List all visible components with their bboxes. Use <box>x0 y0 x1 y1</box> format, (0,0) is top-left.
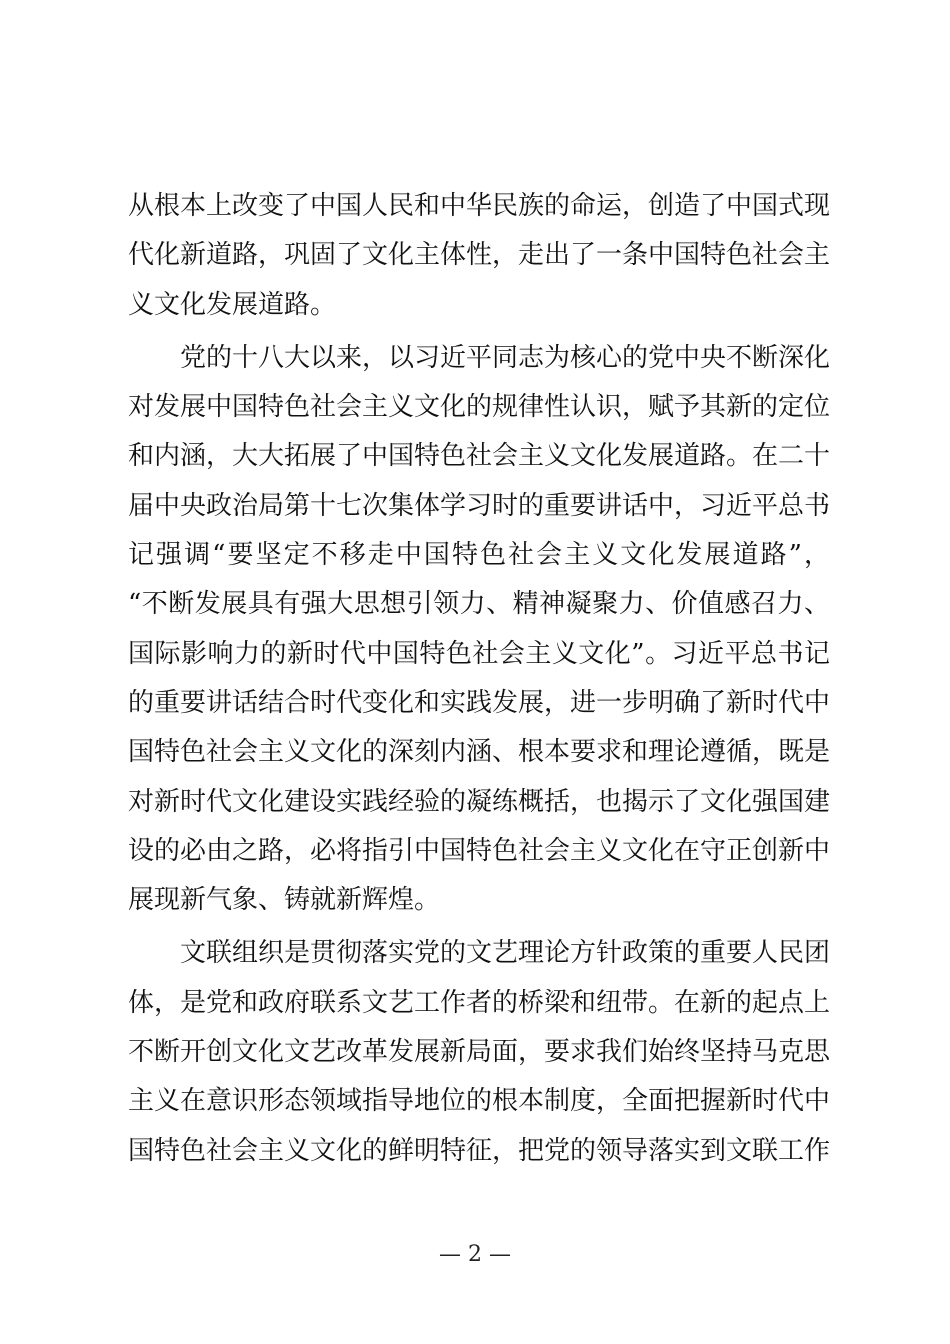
text-line: 和内涵，大大拓展了中国特色社会主义文化发展道路。在二十 <box>128 441 830 472</box>
text-line: 代化新道路，巩固了文化主体性，走出了一条中国特色社会主 <box>128 240 830 271</box>
text-line: 主义在意识形态领域指导地位的根本制度，全面把握新时代中 <box>128 1086 830 1117</box>
text-line: 国特色社会主义文化的深刻内涵、根本要求和理论遵循，既是 <box>128 737 830 768</box>
text-line: 记强调“要坚定不移走中国特色社会主义文化发展道路”， <box>128 540 830 571</box>
text-line: 对发展中国特色社会主义文化的规律性认识，赋予其新的定位 <box>128 392 830 423</box>
text-line: 展现新气象、铸就新辉煌。 <box>128 885 441 916</box>
text-line: 的重要讲话结合时代变化和实践发展，进一步明确了新时代中 <box>128 687 830 718</box>
text-line: 设的必由之路，必将指引中国特色社会主义文化在守正创新中 <box>128 835 830 866</box>
page-number: — 2 — <box>439 1242 511 1267</box>
text-line: 从根本上改变了中国人民和中华民族的命运，创造了中国式现 <box>128 191 830 221</box>
text-line: “不断发展具有强大思想引领力、精神凝聚力、价值感召力、 <box>128 589 830 620</box>
text-line: 文联组织是贯彻落实党的文艺理论方针政策的重要人民团 <box>180 938 830 969</box>
document-body <box>128 182 830 1176</box>
text-line: 对新时代文化建设实践经验的凝练概括，也揭示了文化强国建 <box>128 786 830 817</box>
paragraph-3 <box>128 929 830 1175</box>
text-line: 不断开创文化文艺改革发展新局面，要求我们始终坚持马克思 <box>128 1037 830 1068</box>
text-line: 义文化发展道路。 <box>128 289 337 320</box>
paragraph-1 <box>128 182 830 330</box>
text-line: 国特色社会主义文化的鲜明特征，把党的领导落实到文联工作 <box>128 1135 830 1166</box>
text-line: 国际影响力的新时代中国特色社会主义文化”。习近平总书记 <box>128 638 830 669</box>
text-line: 体，是党和政府联系文艺工作者的桥梁和纽带。在新的起点上 <box>128 987 830 1018</box>
text-line: 届中央政治局第十七次集体学习时的重要讲话中，习近平总书 <box>128 490 830 521</box>
paragraph-2 <box>128 334 830 926</box>
text-line: 党的十八大以来，以习近平同志为核心的党中央不断深化 <box>180 342 830 373</box>
